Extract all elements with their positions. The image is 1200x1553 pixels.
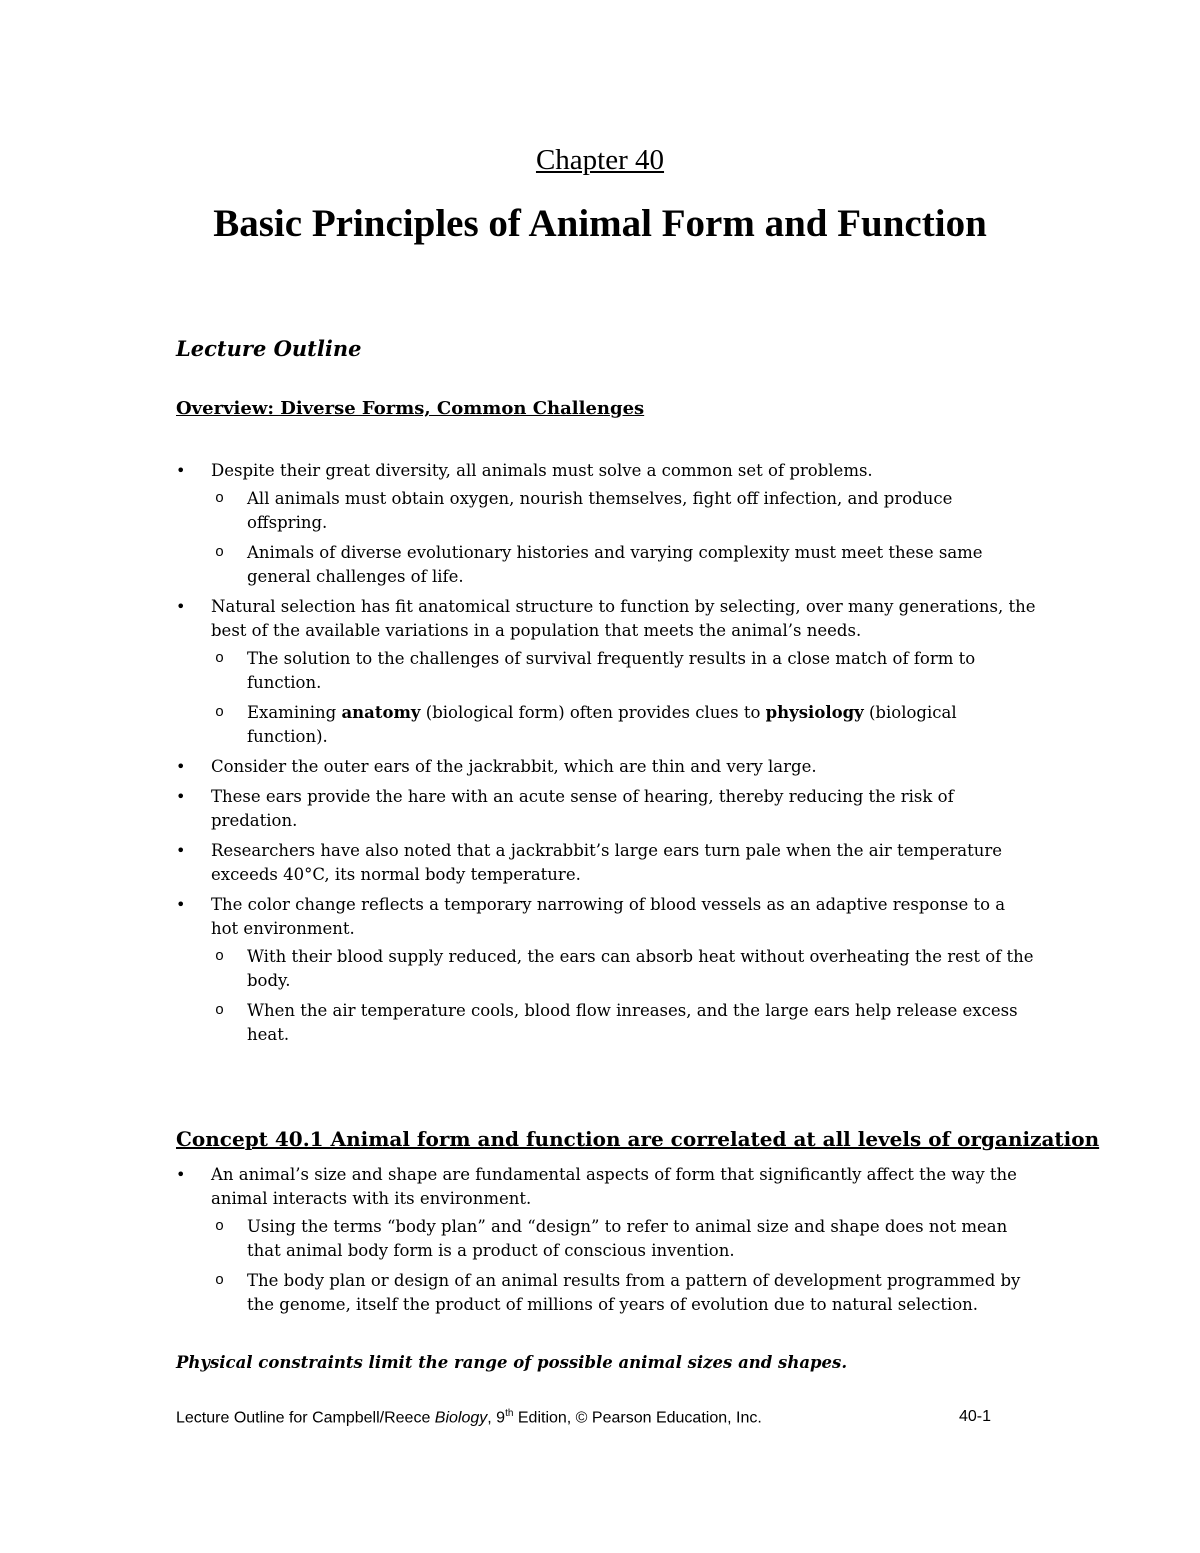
list-item-text: These ears provide the hare with an acute sense of hearing, thereby reducing the risk of predation. [211, 787, 954, 830]
sub-bullet-icon: o [215, 490, 225, 507]
rich-text-prefix: Examining [247, 703, 342, 722]
sub-list-item-text: The body plan or design of an animal results from a pattern of development programmed by the genome, itself the product of millions of years of evolution due to natural selection. [247, 1271, 1021, 1314]
concept-list [176, 1163, 1036, 1323]
sub-bullet-icon: o [215, 1002, 225, 1019]
overview-heading: Overview: Diverse Forms, Common Challenges [176, 398, 645, 419]
list-item-text: Natural selection has fit anatomical structure to function by selecting, over many generations, the best of the available variations in a population that meets the animal’s needs. [211, 597, 1036, 640]
list-item-text: The color change reflects a temporary narrowing of blood vessels as an adaptive response to a hot environment. [211, 895, 1006, 938]
sub-list-item-text: The solution to the challenges of survival frequently results in a close match of form to function. [247, 649, 976, 692]
bullet-icon: • [176, 1165, 186, 1184]
list-item [176, 785, 1036, 833]
sub-list-item-text: With their blood supply reduced, the ears can absorb heat without overheating the rest of the body. [247, 947, 1034, 990]
list-item-text: Despite their great diversity, all animals must solve a common set of problems. [211, 461, 873, 480]
chapter-label: Chapter 40 [535, 144, 665, 176]
list-item-text: Researchers have also noted that a jackrabbit’s large ears turn pale when the air temperature exceeds 40°C, its normal body temperature. [211, 841, 1003, 884]
footer-publisher: Edition, © Pearson Education, Inc. [513, 1409, 762, 1427]
footer-edition-suffix: th [505, 1408, 514, 1419]
sub-list-item [211, 541, 1036, 589]
footer-edition: , 9 [487, 1409, 506, 1427]
term-anatomy: anatomy [341, 703, 421, 722]
sub-list-item [211, 999, 1036, 1047]
sub-list-item [211, 647, 1036, 695]
constraint-heading: Physical constraints limit the range of possible animal sizes and shapes. [176, 1353, 848, 1372]
rich-text-middle: (biological form) often provides clues to [420, 703, 766, 722]
sub-bullet-icon: o [215, 650, 225, 667]
sub-bullet-icon: o [215, 1218, 225, 1235]
page-title: Basic Principles of Animal Form and Function [213, 202, 987, 245]
sub-bullet-icon: o [215, 704, 225, 721]
list-item-text: An animal’s size and shape are fundamental aspects of form that significantly affect the way the animal interacts with its environment. [211, 1165, 1017, 1208]
sub-list-item-text: When the air temperature cools, blood flow inreases, and the large ears help release excess heat. [247, 1001, 1018, 1044]
list-item [176, 839, 1036, 887]
sub-list-item-text: Using the terms “body plan” and “design” to refer to animal size and shape does not mean that animal body form is a product of conscious invention. [247, 1217, 1008, 1260]
bullet-icon: • [176, 895, 186, 914]
page-number: 40-1 [958, 1408, 991, 1425]
list-item [176, 595, 1036, 749]
sub-list [211, 945, 1036, 1047]
sub-list [211, 647, 1036, 749]
sub-list-item [211, 1215, 1036, 1263]
rich-text-suffix: (biological function). [247, 703, 957, 746]
sub-list-item-text: All animals must obtain oxygen, nourish themselves, fight off infection, and produce offspring. [247, 489, 953, 532]
bullet-icon: • [176, 597, 186, 616]
lecture-outline-heading: Lecture Outline [176, 336, 362, 361]
sub-list-item [211, 701, 1036, 749]
list-item [176, 459, 1036, 589]
sub-list [211, 487, 1036, 589]
term-physiology: physiology [765, 703, 864, 722]
footer-prefix: Lecture Outline for Campbell/Reece [176, 1409, 435, 1427]
footer-book-title: Biology [434, 1409, 488, 1427]
list-item-text: Consider the outer ears of the jackrabbit, which are thin and very large. [211, 757, 817, 776]
sub-bullet-icon: o [215, 1272, 225, 1289]
sub-list-item [211, 945, 1036, 993]
list-item [176, 1163, 1036, 1317]
list-item [176, 893, 1036, 1047]
sub-list-item-text: Animals of diverse evolutionary histories and varying complexity must meet these same general challenges of life. [247, 543, 983, 586]
bullet-icon: • [176, 841, 186, 860]
bullet-icon: • [176, 787, 186, 806]
sub-list-item [211, 487, 1036, 535]
footer-citation [176, 1408, 762, 1427]
sub-bullet-icon: o [215, 544, 225, 561]
sub-list [211, 1215, 1036, 1317]
concept-heading: Concept 40.1 Animal form and function are correlated at all levels of organization [176, 1127, 1100, 1151]
bullet-icon: • [176, 757, 186, 776]
list-item [176, 755, 1036, 779]
sub-list-item [211, 1269, 1036, 1317]
overview-list [176, 459, 1036, 1053]
bullet-icon: • [176, 461, 186, 480]
sub-bullet-icon: o [215, 948, 225, 965]
